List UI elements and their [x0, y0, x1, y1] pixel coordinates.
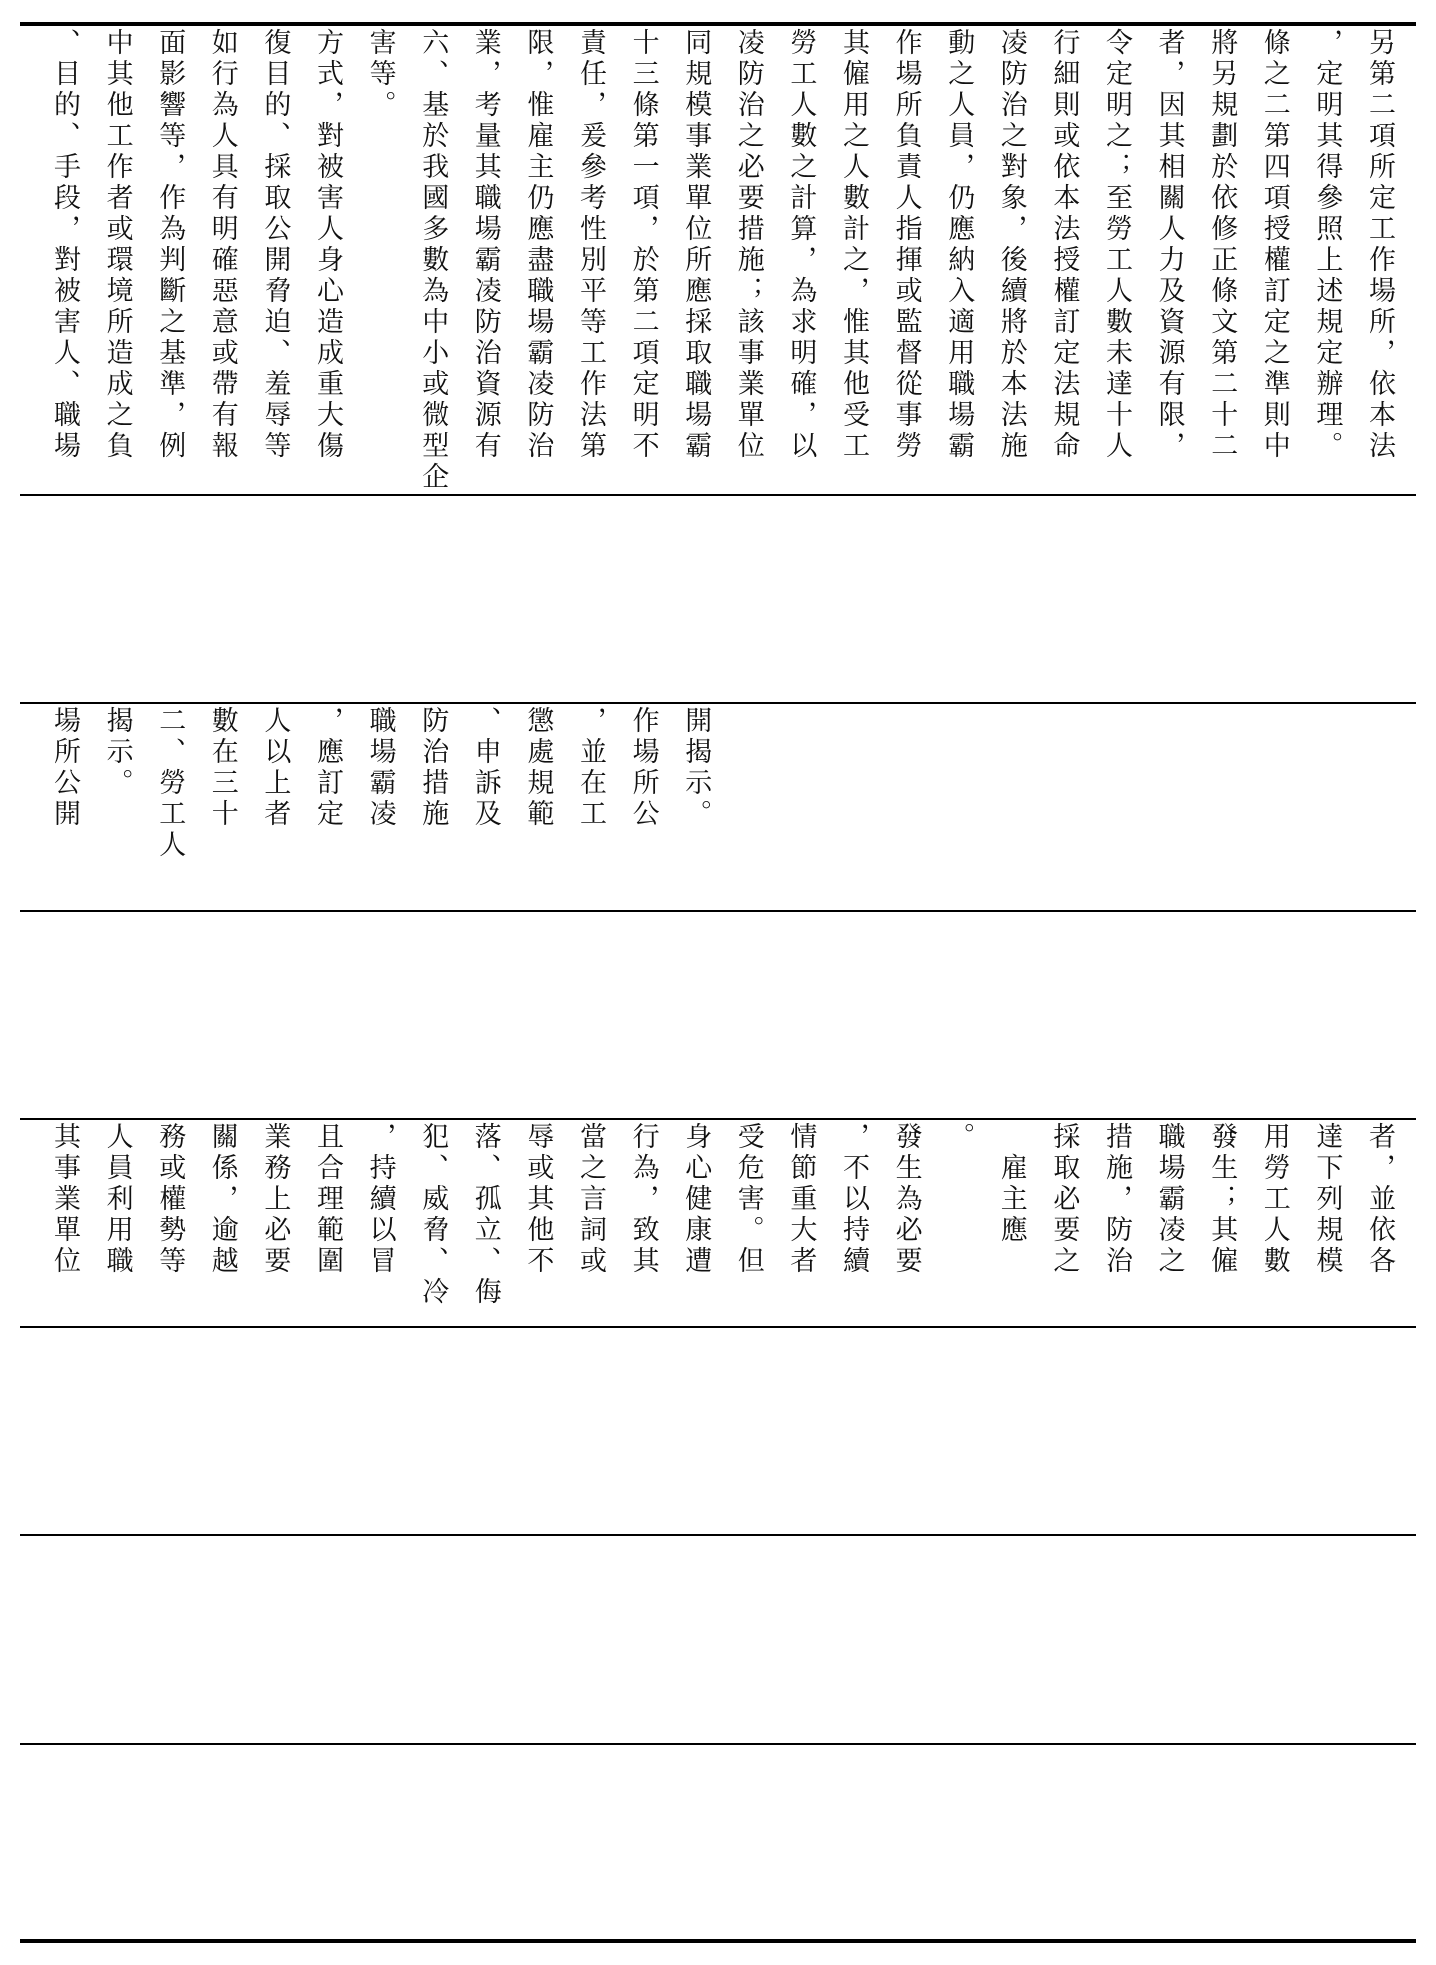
column-text: 六、基於我國多數為中小或微型企: [417, 28, 449, 493]
column-text: 勞工人數之計算，為求明確，以: [785, 28, 817, 462]
text-column: [673, 28, 717, 494]
text-column: [1147, 28, 1191, 494]
column-text: 如行為人具有明確惡意或帶有報: [206, 28, 238, 462]
text-column: [1041, 28, 1085, 494]
column-text: 責任，爰參考性別平等工作法第: [575, 28, 606, 462]
text-column: [200, 706, 244, 906]
column-text: 辱或其他不: [522, 1122, 554, 1277]
column-text: 、申訴及: [469, 706, 501, 830]
column-text: 其僱用之人數計之，惟其他受工: [838, 28, 869, 462]
column-text: 數在三十: [206, 706, 238, 830]
column-text: 面影響等，作為判斷之基準，例: [154, 28, 186, 462]
text-column: [831, 28, 875, 494]
text-column: [305, 706, 349, 906]
text-column: [831, 1122, 875, 1322]
text-column: [778, 28, 822, 494]
column-text: 採取必要之: [1048, 1122, 1080, 1277]
text-column: [1199, 28, 1243, 494]
column-text: 業，考量其職場霸凌防治資源有: [469, 28, 501, 462]
text-column: [1094, 1122, 1138, 1322]
text-column: [358, 28, 402, 494]
divider-4: [20, 1118, 1416, 1120]
bottom-rule: [20, 1939, 1416, 1943]
text-column: [726, 28, 770, 494]
text-column: [42, 706, 86, 906]
text-column: [621, 28, 665, 494]
column-text: 落、孤立、侮: [469, 1122, 501, 1308]
text-column: [621, 1122, 665, 1322]
column-text: 限，惟雇主仍應盡職場霸凌防治: [522, 28, 554, 462]
column-text: 受危害。但: [732, 1122, 764, 1277]
column-text: 十三條第一項，於第二項定明不: [627, 28, 659, 462]
column-text: 開揭示。: [680, 706, 712, 830]
text-column: [936, 1122, 980, 1322]
divider-1: [20, 494, 1416, 496]
column-text: 動之人員，仍應納入適用職場霸: [943, 28, 975, 462]
column-text: 行細則或依本法授權訂定法規命: [1048, 28, 1080, 462]
column-text: 犯、威脅、冷: [417, 1122, 449, 1308]
text-column: [200, 1122, 244, 1322]
text-column: [1252, 28, 1296, 494]
column-text: 作場所負責人指揮或監督從事勞: [890, 28, 922, 462]
text-column: [673, 1122, 717, 1322]
column-text: 揭示。: [101, 706, 133, 799]
column-text: 達下列規模: [1311, 1122, 1343, 1277]
text-column: [463, 706, 507, 906]
column-text: 者，因其相關人力及資源有限，: [1153, 28, 1185, 462]
column-text: 同規模事業單位所應採取職場霸: [680, 28, 712, 462]
text-column: [515, 1122, 559, 1322]
text-column: [621, 706, 665, 906]
column-text: 中其他工作者或環境所造成之負: [101, 28, 133, 462]
column-text: 當之言詞或: [575, 1122, 606, 1277]
column-text: 作場所公: [627, 706, 659, 830]
text-column: [778, 1122, 822, 1322]
text-column: [1304, 1122, 1348, 1322]
text-column: [989, 28, 1033, 494]
text-column: [95, 1122, 139, 1322]
divider-5: [20, 1326, 1416, 1328]
top-rule: [20, 22, 1416, 26]
column-text: 凌防治之必要措施；該事業單位: [732, 28, 764, 462]
text-column: [305, 28, 349, 494]
text-column: [1041, 1122, 1085, 1322]
text-column: [884, 28, 928, 494]
column-text: ，應訂定: [312, 706, 343, 830]
column-text: 方式，對被害人身心造成重大傷: [312, 28, 343, 462]
text-column: [1357, 28, 1401, 494]
column-text: 場所公開: [49, 706, 80, 830]
column-text: 將另規劃於依修正條文第二十二: [1206, 28, 1238, 462]
text-column: [147, 28, 191, 494]
column-text: 令定明之；至勞工人數未達十人: [1101, 28, 1132, 462]
column-text: 害等。: [364, 28, 396, 121]
text-column: [95, 706, 139, 906]
column-text: 另第二項所定工作場所，依本法: [1364, 28, 1395, 462]
column-text: 雇主應: [995, 1122, 1027, 1246]
text-column: [252, 706, 296, 906]
column-text: 發生為必要: [890, 1122, 922, 1277]
text-column: [1147, 1122, 1191, 1322]
column-text: 業務上必要: [259, 1122, 291, 1277]
text-column: [726, 1122, 770, 1322]
text-column: [1304, 28, 1348, 494]
column-text: ，持續以冒: [364, 1122, 396, 1277]
text-column: [673, 706, 717, 906]
column-text: 、目的、手段，對被害人、職場: [49, 28, 80, 462]
column-text: 其事業單位: [49, 1122, 80, 1277]
text-column: [515, 706, 559, 906]
text-column: [410, 706, 454, 906]
text-column: [568, 28, 612, 494]
text-column: [200, 28, 244, 494]
text-column: [1357, 1122, 1401, 1322]
column-text: ，不以持續: [838, 1122, 869, 1277]
column-text: 務或權勢等: [154, 1122, 186, 1277]
column-text: 人員利用職: [101, 1122, 133, 1277]
text-column: [42, 1122, 86, 1322]
column-text: 行為，致其: [627, 1122, 659, 1277]
column-text: 關係，逾越: [206, 1122, 238, 1277]
column-text: 凌防治之對象，後續將於本法施: [995, 28, 1027, 462]
text-column: [305, 1122, 349, 1322]
text-column: [410, 28, 454, 494]
text-column: [936, 28, 980, 494]
text-column: [147, 1122, 191, 1322]
column-text: 。: [943, 1122, 975, 1153]
text-column: [95, 28, 139, 494]
column-text: 防治措施: [417, 706, 449, 830]
divider-6: [20, 1534, 1416, 1536]
column-text: 職場霸凌之: [1153, 1122, 1185, 1277]
text-band-1: [0, 28, 1436, 494]
text-column: [1199, 1122, 1243, 1322]
divider-2: [20, 702, 1416, 704]
column-text: ，定明其得參照上述規定辦理。: [1311, 28, 1343, 462]
column-text: 且合理範圍: [312, 1122, 343, 1277]
text-band-2: [0, 706, 1436, 906]
column-text: 人以上者: [259, 706, 291, 830]
text-band-3: [0, 1122, 1436, 1322]
column-text: 身心健康遭: [680, 1122, 712, 1277]
text-column: [515, 28, 559, 494]
column-text: 懲處規範: [522, 706, 554, 830]
text-column: [410, 1122, 454, 1322]
column-text: 發生；其僱: [1206, 1122, 1238, 1277]
text-column: [358, 706, 402, 906]
text-column: [884, 1122, 928, 1322]
column-text: ，並在工: [575, 706, 606, 830]
column-text: 條之二第四項授權訂定之準則中: [1258, 28, 1290, 462]
text-column: [989, 1122, 1033, 1322]
text-column: [463, 28, 507, 494]
text-column: [568, 706, 612, 906]
text-column: [568, 1122, 612, 1322]
column-text: 二、勞工人: [154, 706, 186, 861]
text-column: [1094, 28, 1138, 494]
text-column: [252, 28, 296, 494]
column-text: 職場霸凌: [364, 706, 396, 830]
text-column: [1252, 1122, 1296, 1322]
column-text: 情節重大者: [785, 1122, 817, 1277]
column-text: 者，並依各: [1364, 1122, 1395, 1277]
text-column: [252, 1122, 296, 1322]
text-column: [42, 28, 86, 494]
divider-7: [20, 1743, 1416, 1745]
text-column: [147, 706, 191, 906]
divider-3: [20, 910, 1416, 912]
column-text: 用勞工人數: [1258, 1122, 1290, 1277]
text-column: [358, 1122, 402, 1322]
text-column: [463, 1122, 507, 1322]
column-text: 復目的、採取公開脅迫、羞辱等: [259, 28, 291, 462]
column-text: 措施，防治: [1101, 1122, 1132, 1277]
